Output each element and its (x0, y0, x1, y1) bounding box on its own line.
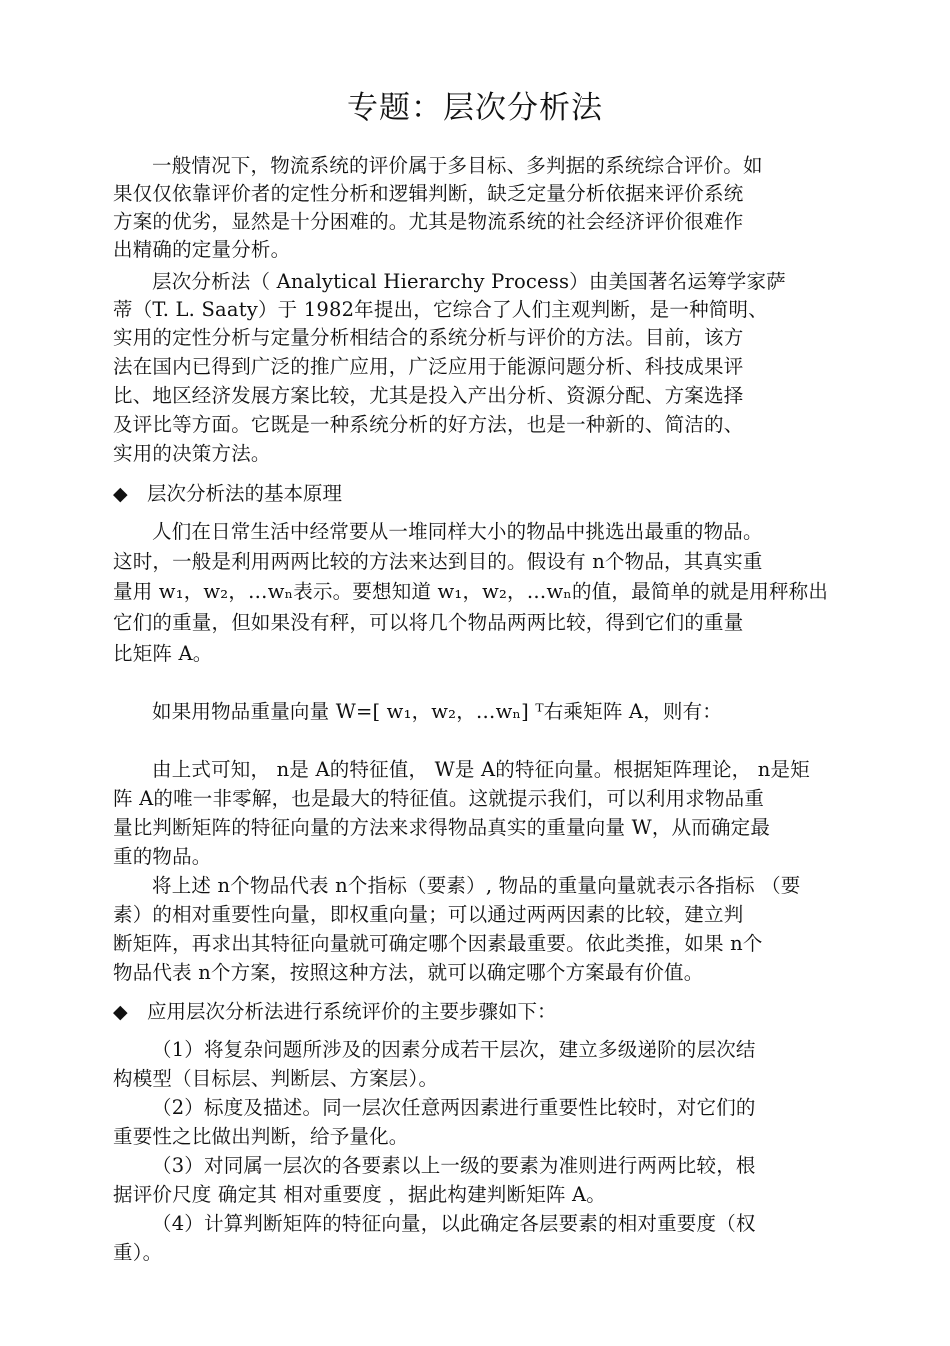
paragraph-line: 量比判断矩阵的特征向量的方法来求得物品真实的重量向量 W，从而确定最 (113, 816, 771, 839)
diamond-bullet-icon: ◆ (113, 1001, 128, 1023)
paragraph-line: 法在国内已得到广泛的推广应用，广泛应用于能源问题分析、科技成果评 (113, 355, 744, 378)
page-title: 专题：层次分析法 (347, 90, 603, 126)
paragraph-line: 比矩阵 A。 (113, 642, 213, 665)
paragraph-line: 方案的优劣，显然是十分困难的。尤其是物流系统的社会经济评价很难作 (113, 210, 744, 233)
paragraph-line: 断矩阵，再求出其特征向量就可确定哪个因素最重要。依此类推，如果 n个 (113, 932, 763, 955)
step-line: （3）对同属一层次的各要素以上一级的要素为准则进行两两比较，根 (152, 1154, 756, 1177)
paragraph-line: 人们在日常生活中经常要从一堆同样大小的物品中挑选出最重的物品。 (152, 520, 763, 543)
paragraph-line: 比、地区经济发展方案比较，尤其是投入产出分析、资源分配、方案选择 (113, 384, 744, 407)
paragraph-line: 由上式可知， n是 A的特征值， W是 A的特征向量。根据矩阵理论， n是矩 (152, 758, 810, 781)
section-heading (113, 1000, 557, 1024)
section-heading-text: 层次分析法的基本原理 (147, 482, 343, 505)
paragraph-line: 实用的决策方法。 (113, 442, 271, 465)
paragraph-line: 物品代表 n个方案，按照这种方法，就可以确定哪个方案最有价值。 (113, 961, 704, 984)
diamond-bullet-icon: ◆ (113, 483, 128, 505)
step-line: 构模型（目标层、判断层、方案层）。 (113, 1067, 439, 1090)
section-heading (113, 482, 342, 506)
paragraph-line: 它们的重量，但如果没有秤，可以将几个物品两两比较，得到它们的重量 (113, 611, 744, 634)
paragraph-line: 阵 A的唯一非零解，也是最大的特征值。这就提示我们，可以利用求物品重 (113, 787, 765, 810)
step-line: （2）标度及描述。同一层次任意两因素进行重要性比较时，对它们的 (152, 1096, 756, 1119)
step-line: 重）。 (113, 1241, 163, 1264)
paragraph-line: 重的物品。 (113, 845, 212, 868)
paragraph-line: 及评比等方面。它既是一种系统分析的好方法，也是一种新的、简洁的、 (113, 413, 744, 436)
step-line: 据评价尺度 确定其 相对重要度 ，据此构建判断矩阵 A。 (113, 1183, 606, 1206)
step-line: 重要性之比做出判断，给予量化。 (113, 1125, 409, 1148)
paragraph-line: 将上述 n个物品代表 n个指标（要素）, 物品的重量向量就表示各指标 （要 (152, 874, 801, 897)
paragraph-line: 一般情况下，物流系统的评价属于多目标、多判据的系统综合评价。如 (152, 154, 763, 177)
paragraph-line: 量用 w₁，w₂，…wₙ表示。要想知道 w₁，w₂，…wₙ的值，最简单的就是用秤称出 (113, 580, 829, 603)
paragraph-line: 层次分析法（ Analytical Hierarchy Process）由美国著名运筹学家萨 (152, 270, 786, 293)
paragraph-line: 这时，一般是利用两两比较的方法来达到目的。假设有 n个物品，其真实重 (113, 550, 763, 573)
paragraph-line: 实用的定性分析与定量分析相结合的系统分析与评价的方法。目前，该方 (113, 326, 744, 349)
section-heading-text: 应用层次分析法进行系统评价的主要步骤如下： (147, 1000, 557, 1023)
paragraph-line: 如果用物品重量向量 W=[ w₁，w₂，…wₙ] ᵀ右乘矩阵 A，则有： (152, 700, 723, 723)
paragraph-line: 果仅仅依靠评价者的定性分析和逻辑判断，缺乏定量分析依据来评价系统 (113, 182, 744, 205)
paragraph-line: 出精确的定量分析。 (113, 238, 291, 261)
step-line: （4）计算判断矩阵的特征向量，以此确定各层要素的相对重要度（权 (152, 1212, 756, 1235)
step-line: （1）将复杂问题所涉及的因素分成若干层次，建立多级递阶的层次结 (152, 1038, 756, 1061)
paragraph-line: 蒂（T. L. Saaty）于 1982年提出，它综合了人们主观判断，是一种简明、 (113, 298, 768, 321)
paragraph-line: 素）的相对重要性向量，即权重向量；可以通过两两因素的比较，建立判 (113, 903, 744, 926)
